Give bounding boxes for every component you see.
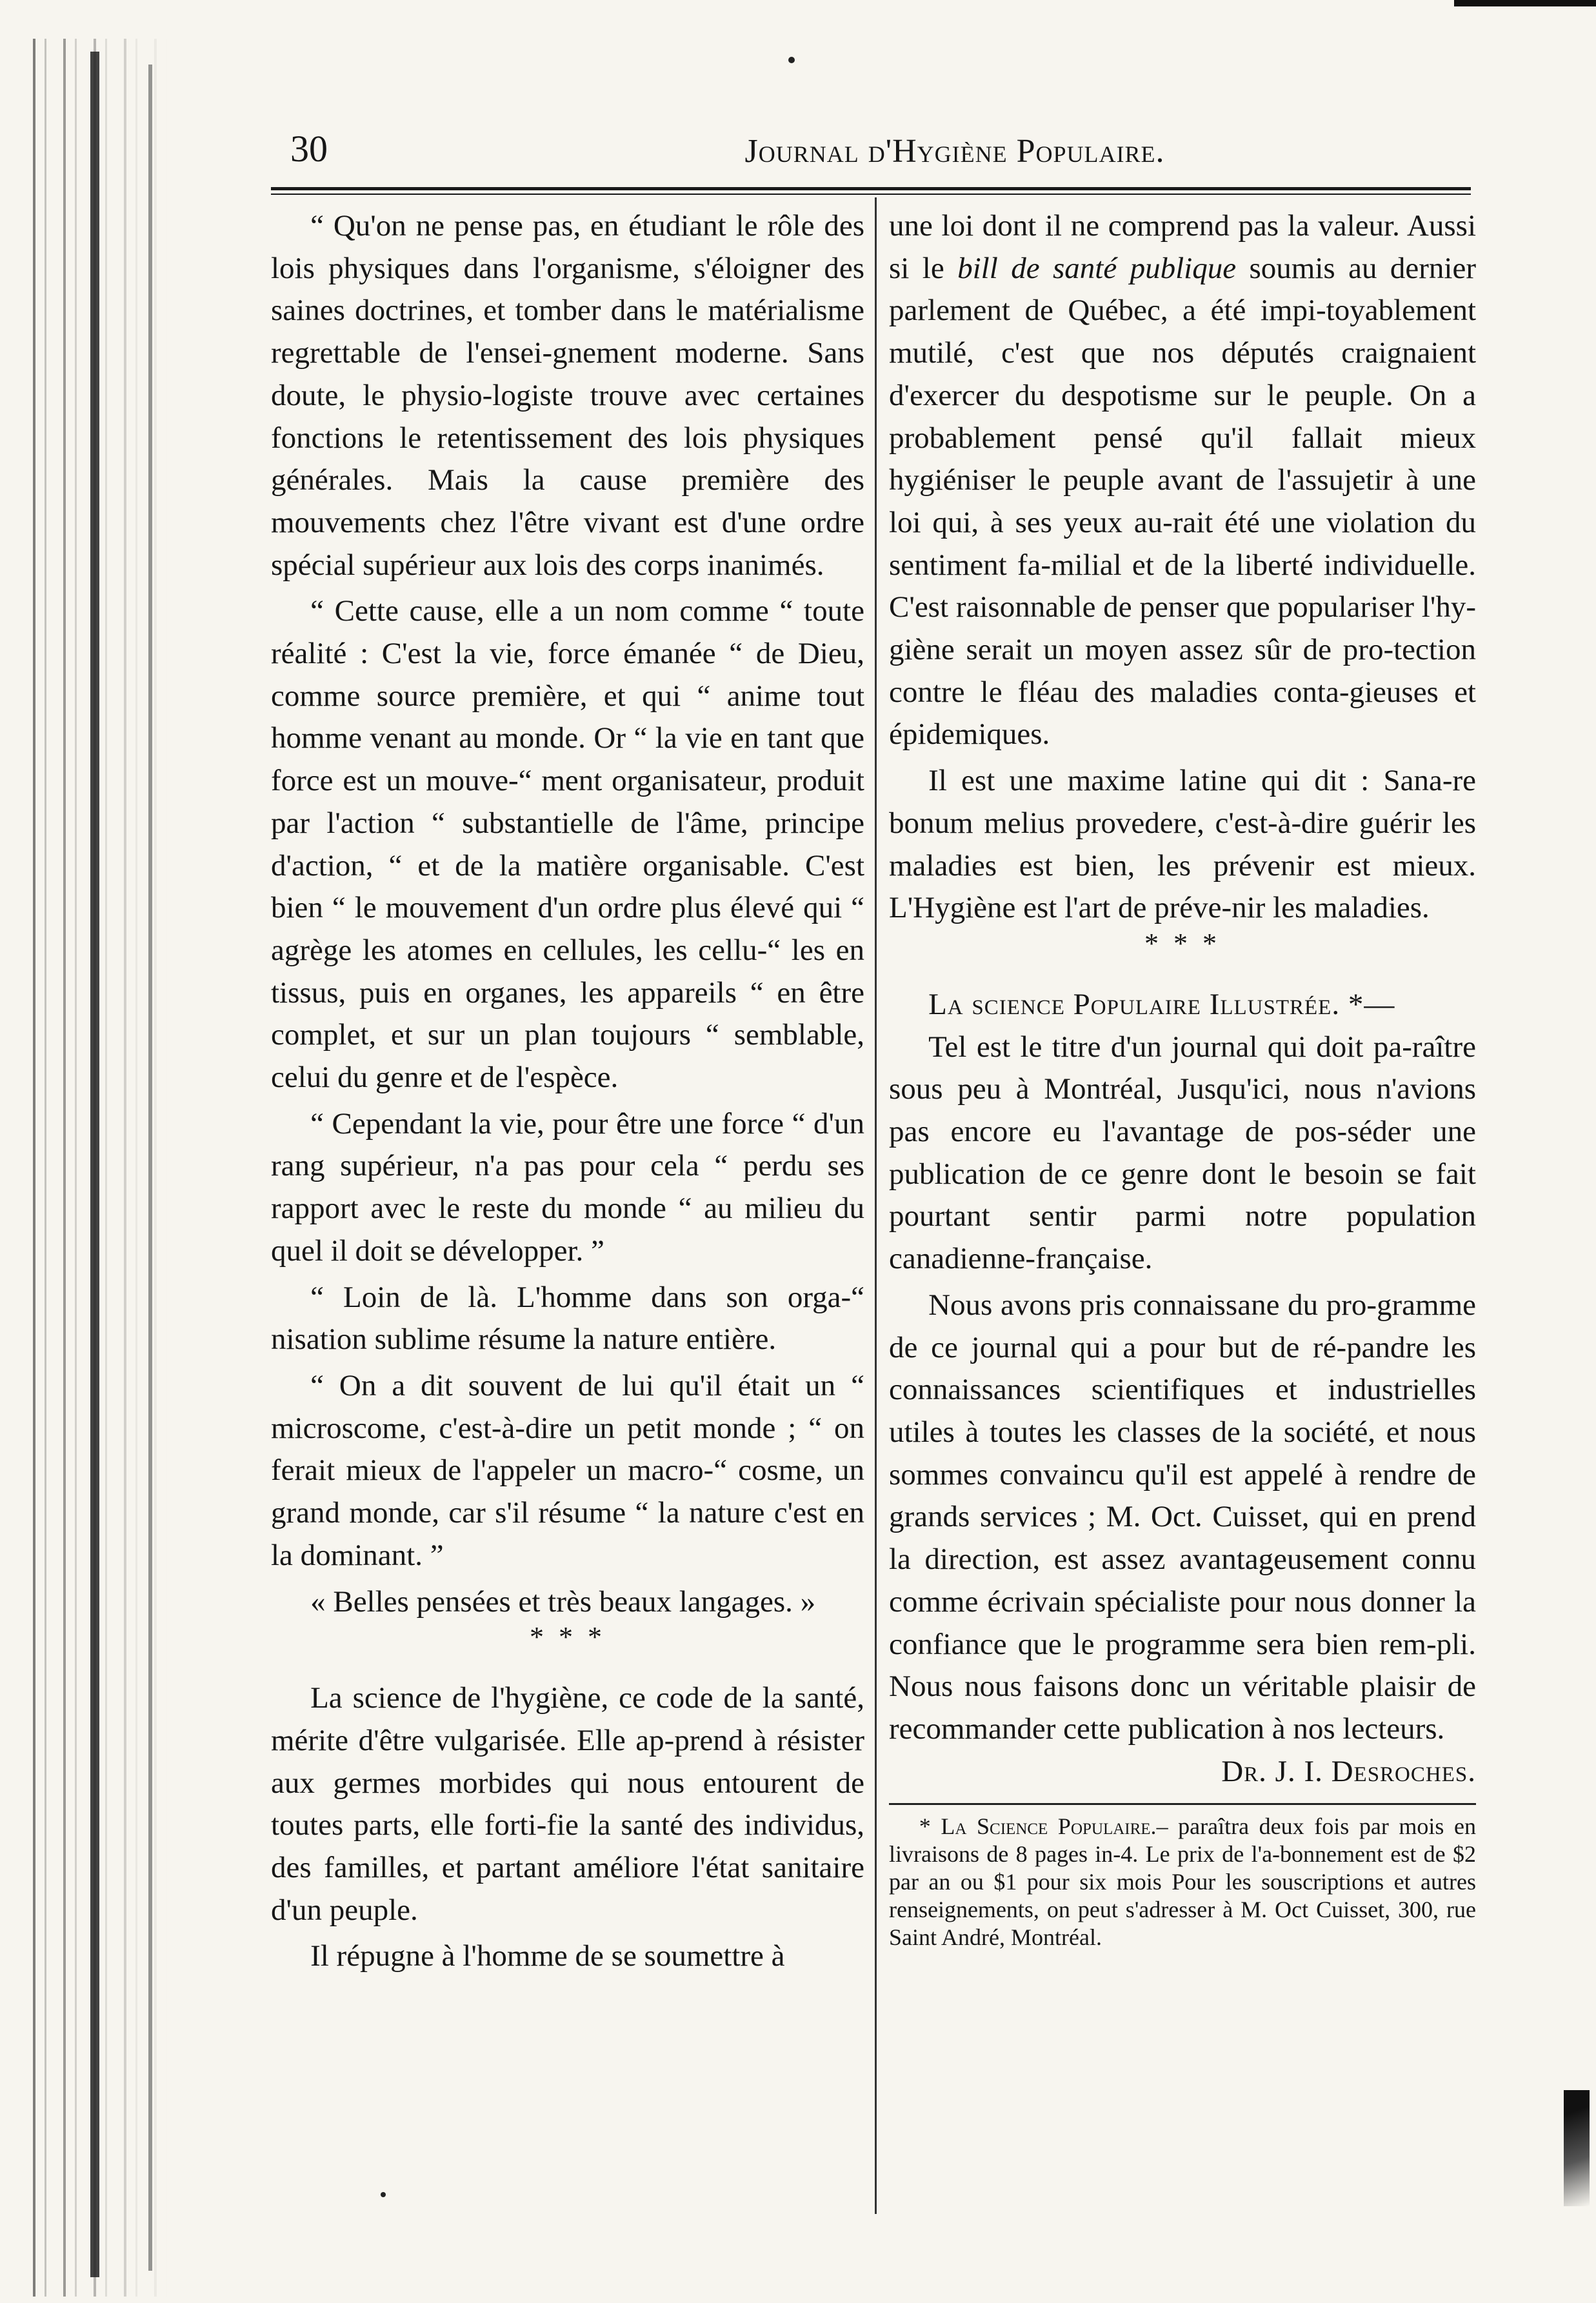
quoted-paragraph: “ Cependant la vie, pour être une force “ d'un rang supérieur, n'a pas pour cela “ perdu ses rapport avec le reste du monde “ au milieu du quel il doit se développer. ”	[271, 1106, 864, 1268]
paragraph: Nous avons pris connaissane du pro-gramme de ce journal qui a pour but de ré-pandre les connaissances scientifiques et industrielles utiles à toutes les classes de la société, et nous sommes convaincu qu'il est appelé à rendre de grands services ; M. Oct. Cuisset, qui en prend la direction, est assez avantageusement connu comme écrivain spécialiste pour nous donner la confiance que le programme sera bien rem-pli. Nous nous faisons donc un véritable plaisir de recommander cette publication à nos lecteurs.	[889, 1288, 1476, 1746]
footnote	[889, 1813, 1476, 1951]
quoted-paragraph: “ Loin de là. L'homme dans son orga-“ nisation sublime résume la nature entière.	[271, 1280, 864, 1357]
quoted-paragraph: “ On a dit souvent de lui qu'il était un “ microscome, c'est-à-dire un petit monde ; “ on ferait mieux de l'appeler un macro-“ cosme, un grand monde, car s'il résume “ la nature c'est en la dominant. ”	[271, 1368, 864, 1572]
asterism: * * *	[530, 1621, 606, 1653]
signature: Dr. J. I. Desroches.	[1221, 1754, 1476, 1788]
paragraph: “ Qu'on ne pense pas, en étudiant le rôle des lois physiques dans l'organisme, s'éloigner des saines doctrines, et tomber dans le matérialisme regrettable de l'ensei-gnement moderne. Sans doute, le physio-logiste trouve avec certaines fonctions le retentissement des lois physiques générales. Mais la cause première des mouvements chez l'être vivant est d'une ordre spécial supérieur aux lois des corps inanimés.	[271, 209, 864, 582]
binding-edge-secondary	[148, 65, 152, 2271]
paragraph	[889, 205, 1476, 756]
column-divider	[875, 197, 877, 2214]
footnote-label: * La Science Populaire.	[919, 1813, 1157, 1840]
binding-edge	[90, 52, 99, 2277]
text-run: soumis au dernier parlement de Québec, a été impi-toyablement mutilé, c'est que nos députés craignaient d'exercer du despotisme sur le peuple. On a probablement pensé qu'il fallait mieux hygiéniser le peuple avant de l'assujetir à une loi qui, à ses yeux au-rait été une violation du sentiment fa-milial et de la liberté individuelle. C'est raisonnable de penser que populariser l'hy-giène serait un moyen assez sûr de pro-tection contre le fléau des maladies conta-gieuses et épidemiques.	[889, 251, 1476, 752]
footnote-text: – paraîtra deux fois par mois en livraisons de 8 pages in-4. Le prix de l'a-bonnement est de $2 par an ou $1 pour six mois Pour les souscriptions et autres renseignements, on peut s'adresser à M. Oct Cuisset, 300, rue Saint André, Montréal.	[889, 1813, 1476, 1951]
running-title: Journal d'Hygiène Populaire.	[744, 133, 1165, 170]
paragraph: Il répugne à l'homme de se soumettre à	[310, 1939, 785, 1973]
ink-speck	[788, 57, 795, 63]
page-number: 30	[290, 128, 328, 170]
signature-line	[889, 1751, 1476, 1793]
paragraph: Tel est le titre d'un journal qui doit pa-raître sous peu à Montréal, Jusqu'ici, nous n'avions pas encore eu l'avantage de pos-séder une publication de ce genre dont le besoin se fait pourtant sentir parmi notre population canadienne-française.	[889, 1030, 1476, 1276]
quoted-paragraph: “ Cette cause, elle a un nom comme “ toute réalité : C'est la vie, force émanée “ de Dieu, comme source première, et qui “ anime tout homme venant au monde. Or “ la vie en tant que force est un mouve-“ ment organisateur, produit par l'action “ substantielle de l'âme, principe d'action, “ et de la matière organisable. C'est bien “ le mouvement d'un ordre plus élevé qui “ agrège les atomes en cellules, les cellu-“ les en tissus, puis en organes, les appareils “ en être complet, et sur un plan toujours “ semblable, celui du genre et de l'espèce.	[271, 594, 864, 1095]
right-column	[889, 205, 1476, 1951]
ink-speck	[381, 2192, 386, 2197]
section-heading: La science Populaire Illustrée. *—	[928, 987, 1395, 1021]
paragraph: « Belles pensées et très beaux langages. »	[310, 1584, 816, 1619]
left-column	[271, 205, 864, 1978]
page-header	[284, 123, 1484, 181]
paragraph: La science de l'hygiène, ce code de la santé, mérite d'être vulgarisée. Elle ap-prend à résister aux germes morbides qui nous entourent de toutes parts, elle forti-fie la santé des individus, des familles, et partant améliore l'état sanitaire d'un peuple.	[271, 1681, 864, 1927]
header-rule-thin	[271, 194, 1471, 195]
asterism: * * *	[1144, 927, 1221, 959]
scan-top-edge	[1454, 0, 1596, 6]
header-rule	[271, 187, 1471, 190]
italic-title: bill de santé publique	[957, 251, 1237, 285]
scan-corner-shadow	[1564, 2090, 1590, 2206]
footnote-rule	[889, 1803, 1476, 1805]
paragraph: Il est une maxime latine qui dit : Sana-re bonum melius provedere, c'est-à-dire guérir les maladies est bien, les prévenir est mieux. L'Hygiène est l'art de préve-nir les maladies.	[889, 764, 1476, 925]
text-run: une loi dont il ne comprend pas la valeur. Aussi si le	[889, 209, 1476, 285]
